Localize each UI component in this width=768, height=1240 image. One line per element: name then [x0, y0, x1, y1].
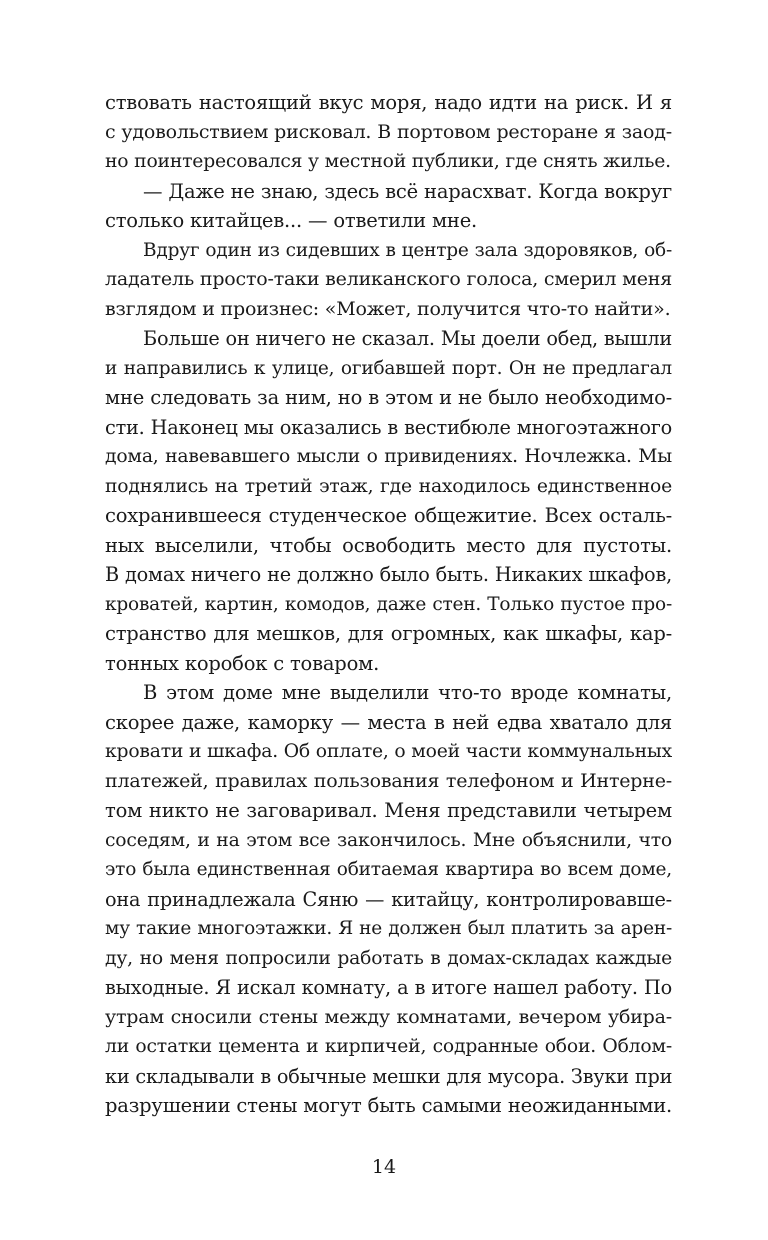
text-line: и направились к улице, огибавшей порт. Он не предлагал	[105, 357, 672, 379]
text-line: В этом доме мне выделили что-то вроде комнаты,	[143, 681, 672, 704]
text-line: поднялись на третий этаж, где находилось единственное	[105, 475, 672, 497]
text-line: кровати и шкафа. Об оплате, о моей части коммунальных	[105, 741, 672, 762]
text-line: мне следовать за ним, но в этом и не было необходимо-	[105, 386, 672, 409]
text-line: странство для мешков, для огромных, как шкафы, кар-	[105, 622, 672, 645]
text-line: она принадлежала Сяню — китайцу, контролировавше-	[105, 887, 672, 911]
text-line: ладатель просто-таки великанского голоса, смерил меня	[105, 268, 672, 290]
text-line: дома, навевавшего мысли о привидениях. Ночлежка. Мы	[105, 446, 672, 467]
text-line: кроватей, картин, комодов, даже стен. Только пустое про-	[105, 593, 672, 615]
page-number: 14	[371, 1156, 397, 1178]
text-line: — Даже не знаю, здесь всё нарасхват. Когда вокруг	[143, 179, 672, 203]
text-line: столько китайцев... — ответили мне.	[105, 209, 478, 232]
text-line: это была единственная обитаемая квартира во всем доме,	[105, 859, 672, 880]
text-line: В домах ничего не должно было быть. Никаких шкафов,	[105, 563, 672, 586]
text-line: Вдруг один из сидевших в центре зала здоровяков, об-	[143, 239, 672, 261]
text-line: тонных коробок с товаром.	[105, 651, 380, 675]
text-line: скорее даже, каморку — места в ней едва хватало для	[105, 710, 672, 734]
text-line: с удовольствием рисковал. В портовом ресторане я заод-	[105, 120, 672, 143]
text-line: му такие многоэтажки. Я не должен был платить за арен-	[105, 918, 672, 939]
text-line: утрам сносили стены между комнатами, вечером убира-	[105, 1005, 672, 1028]
text-line: соседям, и на этом все закончилось. Мне объяснили, что	[105, 829, 672, 851]
text-line: но поинтересовался у местной публики, где снять жилье.	[105, 151, 671, 172]
text-line: платежей, правилах пользования телефоном и Интерне-	[105, 769, 672, 792]
body-text	[105, 88, 672, 1121]
text-line: выходные. Я искал комнату, а в итоге нашел работу. По	[105, 976, 672, 999]
text-line: ствовать настоящий вкус моря, надо идти на риск. И я	[105, 91, 672, 114]
text-line: разрушении стены могут быть самыми неожиданными.	[105, 1094, 672, 1117]
text-line: ли остатки цемента и кирпичей, содранные обои. Облом-	[105, 1036, 672, 1057]
text-line: сти. Наконец мы оказались в вестибюле многоэтажного	[105, 415, 672, 439]
text-line: Больше он ничего не сказал. Мы доели обед, вышли	[143, 327, 672, 350]
text-line: сохранившееся студенческое общежитие. Всех осталь-	[105, 504, 672, 527]
text-line: ных выселили, чтобы освободить место для пустоты.	[105, 533, 672, 557]
text-line: ки складывали в обычные мешки для мусора. Звуки при	[105, 1064, 673, 1088]
text-line: взглядом и произнес: «Может, получится что-то найти».	[105, 297, 671, 320]
text-line: ду, но меня попросили работать в домах-складах каждые	[105, 947, 672, 969]
text-line: том никто не заговаривал. Меня представили четырем	[105, 799, 672, 822]
